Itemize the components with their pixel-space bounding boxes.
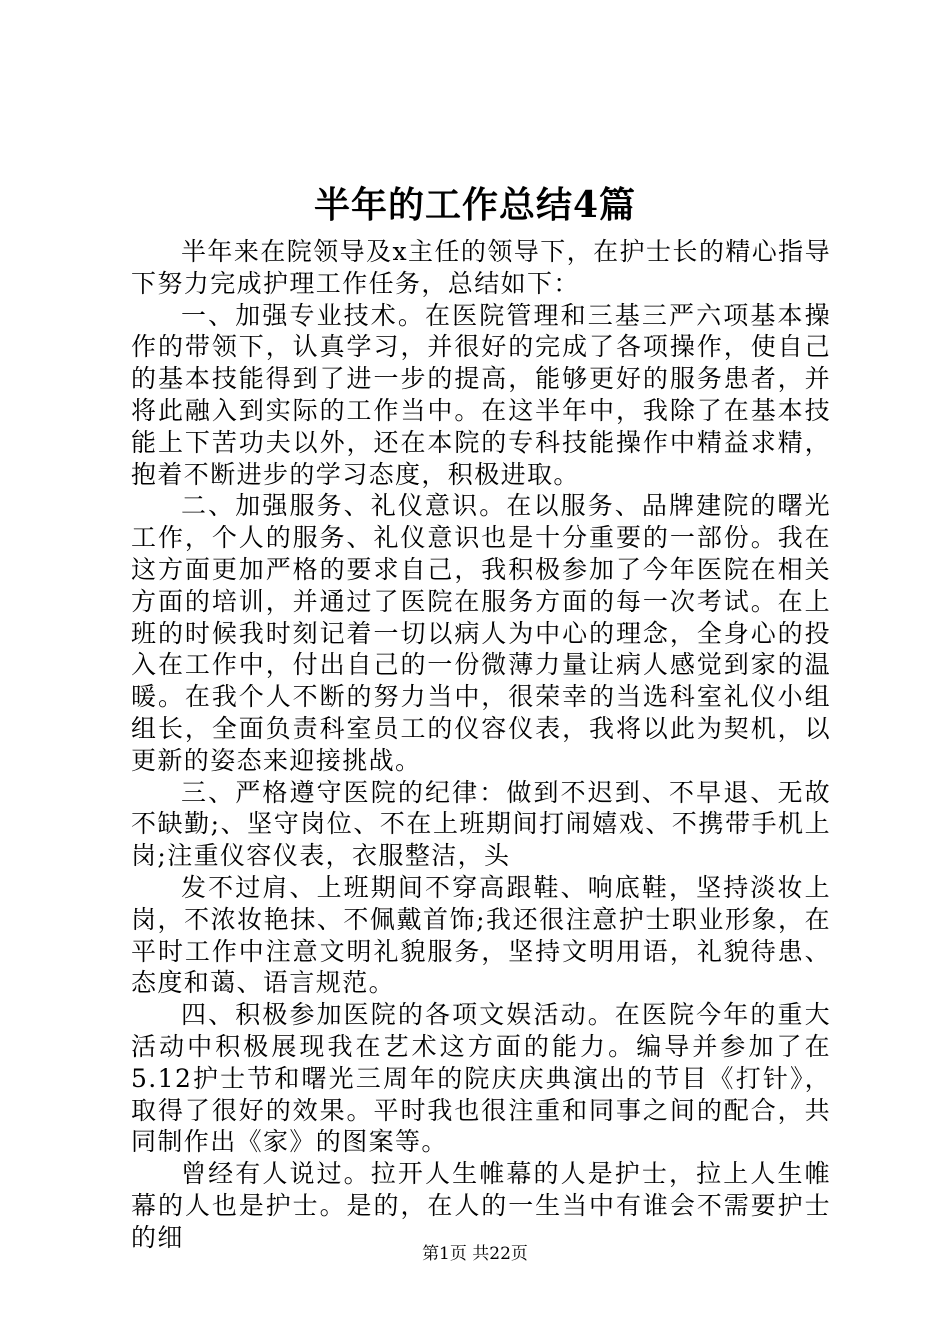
page-number-footer: 第1页 共22页: [422, 1244, 528, 1264]
paragraph-section-3-continued: 发不过肩、上班期间不穿高跟鞋、响底鞋，坚持淡妆上岗，不浓妆艳抹、不佩戴首饰;我还很注意护士职业形象，在平时工作中注意文明礼貌服务，坚持文明用语，礼貌待患、态度和蔼、语言规范。: [131, 872, 831, 998]
paragraph-section-3: 三、严格遵守医院的纪律：做到不迟到、不早退、无故不缺勤;、坚守岗位、不在上班期间打闹嬉戏、不携带手机上岗;注重仪容仪表，衣服整洁，头: [131, 777, 831, 871]
paragraph-closing: 曾经有人说过。拉开人生帷幕的人是护士，拉上人生帷幕的人也是护士。是的，在人的一生当中有谁会不需要护士的细: [131, 1159, 831, 1252]
document-title: 半年的工作总结4篇: [313, 184, 637, 226]
paragraph-section-1: 一、加强专业技术。在医院管理和三基三严六项基本操作的带领下，认真学习，并很好的完成了各项操作，使自己的基本技能得到了进一步的提高，能够更好的服务患者，并将此融入到实际的工作当中。在这半年中，我除了在基本技能上下苦功夫以外，还在本院的专科技能操作中精益求精，抱着不断进步的学习态度，积极进取。: [131, 300, 831, 489]
paragraph-section-4: 四、积极参加医院的各项文娱活动。在医院今年的重大活动中积极展现我在艺术这方面的能力。编导并参加了在5.12护士节和曙光三周年的院庆庆典演出的节目《打针》，取得了很好的效果。平时我也很注重和同事之间的配合，共同制作出《家》的图案等。: [131, 1000, 831, 1157]
document-body: [131, 236, 831, 1254]
paragraph-section-2: 二、加强服务、礼仪意识。在以服务、品牌建院的曙光工作，个人的服务、礼仪意识也是十分重要的一部份。我在这方面更加严格的要求自己，我积极参加了今年医院在相关方面的培训，并通过了医院在服务方面的每一次考试。在上班的时候我时刻记着一切以病人为中心的理念，全身心的投入在工作中，付出自己的一份微薄力量让病人感觉到家的温暖。在我个人不断的努力当中，很荣幸的当选科室礼仪小组组长，全面负责科室员工的仪容仪表，我将以此为契机，以更新的姿态来迎接挑战。: [131, 491, 831, 775]
paragraph-intro: 半年来在院领导及x主任的领导下，在护士长的精心指导下努力完成护理工作任务，总结如下：: [131, 237, 831, 298]
